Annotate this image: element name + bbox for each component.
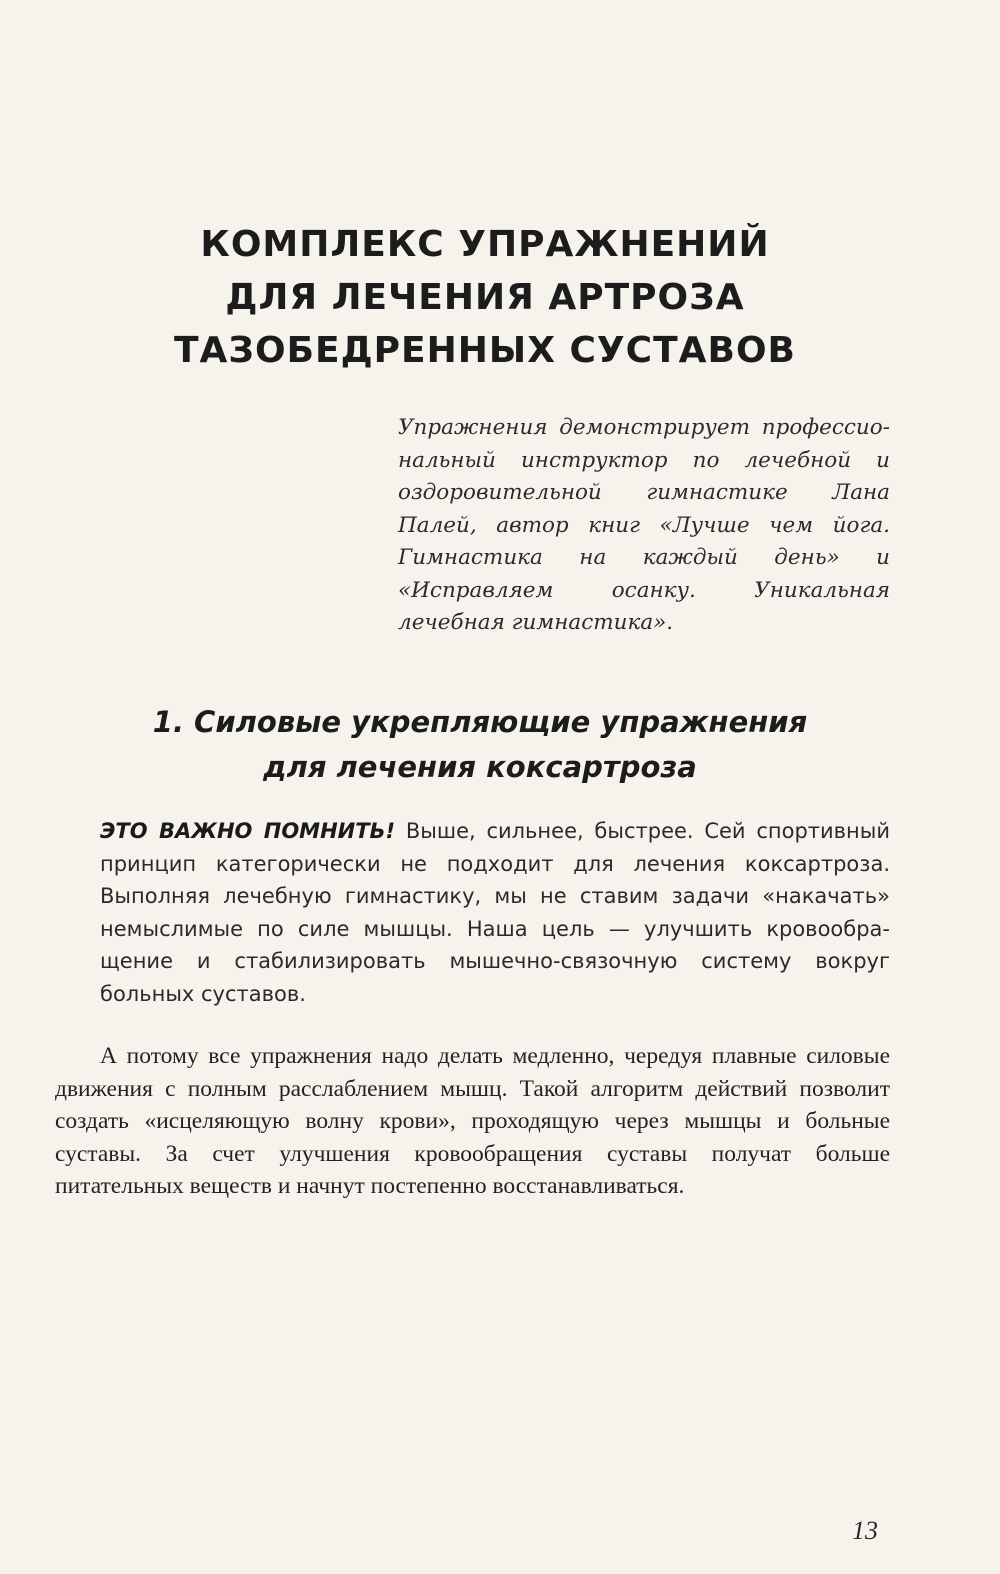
page-number: 13	[852, 1516, 878, 1545]
important-note	[100, 815, 890, 1011]
body-paragraph: А потому все упражнения надо делать медленно, чередуя плавные силовые движения с полным расслаблением мышц. Такой алгоритм действий позволит создать «исцеляющую волну крови», проходящую через мышцы и больные суставы. За счет улучшения кровообращения суставы получат больше питательных веществ и начнут постепенно восстанавливаться.	[55, 1043, 890, 1200]
chapter-title-line-1: КОМПЛЕКС УПРАЖНЕНИЙ	[200, 224, 770, 265]
chapter-title	[100, 218, 870, 377]
section-title-line-2: для лечения коксартроза	[263, 750, 697, 784]
chapter-title-line-3: ТАЗОБЕДРЕННЫХ СУСТАВОВ	[173, 330, 796, 371]
important-note-lead: ЭТО ВАЖНО ПОМНИТЬ!	[100, 819, 396, 843]
section-title-line-1: 1. Силовые укрепляющие упражнения	[152, 705, 808, 739]
chapter-title-line-2: ДЛЯ ЛЕЧЕНИЯ АРТРОЗА	[225, 277, 745, 318]
important-note-text: Выше, сильнее, быстрее. Сей спортивный принцип категорически не подходит для лечения коксартроза. Выполняя лечебную гимнастику, мы не ставим задачи «накачать» немыслимые по силе мышцы. Наша цель — улучшить кровообращение и стабилизировать мышечно-связочную систему вокруг больных суставов.	[100, 819, 890, 1006]
section-title	[80, 700, 880, 790]
epigraph: Упражнения демонстрирует профессиональный инструктор по лечебной и оздоровительной гимнастике Лана Палей, автор книг «Лучше чем йога. Гимнастика на каждый день» и «Исправляем осанку. Уникальная лечебная гимнастика».	[398, 415, 890, 635]
